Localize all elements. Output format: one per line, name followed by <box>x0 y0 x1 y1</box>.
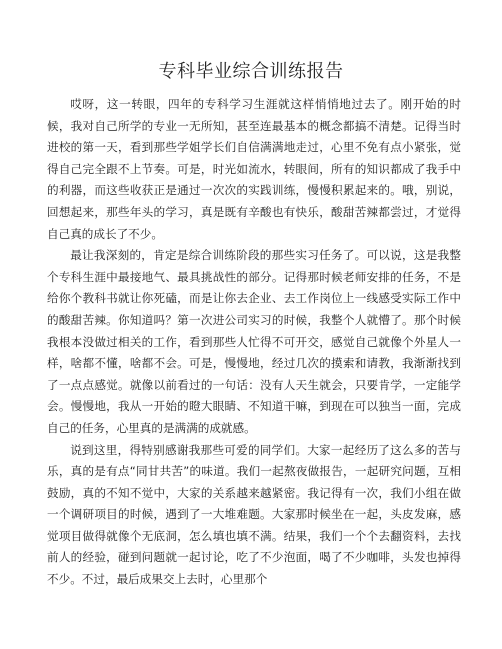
document-title: 专科毕业综合训练报告 <box>158 61 344 82</box>
paragraph-3: 说到这里，得特别感谢我那些可爱的同学们。大家一起经历了这么多的苦与乐，真的是有点“同甘共苦”的味道。我们一起熬夜做报告，一起研究问题，互相鼓励，真的不知不觉中，大家的关系越来越紧密。我记得有一次，我们小组在做一个调研项目的时候，遇到了一大堆难题。大家那时候坐在一起，头皮发麻，感觉项目做得就像个无底洞，怎么填也填不满。结果，我们一个个去翻资料，去找前人的经验，碰到问题就一起讨论，吃了不少泡面，喝了不少咖啡，头发也掉得不少。不过，最后成果交上去时，心里那个 <box>47 442 461 587</box>
document-body <box>47 94 461 591</box>
paragraph-1: 哎呀，这一转眼，四年的专科学习生涯就这样悄悄地过去了。刚开始的时候，我对自己所学的专业一无所知，甚至连最基本的概念都搞不清楚。记得当时进校的第一天，看到那些学姐学长们自信满满地走过，心里不免有点小紧张，觉得自己完全跟不上节奏。可是，时光如流水，转眼间，所有的知识都成了我手中的利器，而这些收获正是通过一次次的实践训练，慢慢积累起来的。哦，别说，回想起来，那些年头的学习，真是既有辛酸也有快乐，酸甜苦辣都尝过，才觉得自己真的成长了不少。 <box>47 97 461 241</box>
paragraph-2: 最让我深刻的，肯定是综合训练阶段的那些实习任务了。可以说，这是我整个专科生涯中最接地气、最具挑战性的部分。记得那时候老师安排的任务，不是给你个教科书就让你死磕，而是让你去企业、去工作岗位上一线感受实际工作中的酸甜苦辣。你知道吗？第一次进公司实习的时候，我整个人就懵了。那个时候我根本没做过相关的工作，看到那些人忙得不可开交，感觉自己就像个外星人一样，啥都不懂，啥都不会。可是，慢慢地，经过几次的摸索和请教，我渐渐找到了一点点感觉。就像以前看过的一句话：没有人天生就会，只要肯学，一定能学会。慢慢地，我从一开始的瞪大眼睛、不知道干嘛，到现在可以独当一面，完成自己的任务，心里真的是满满的成就感。 <box>47 248 461 435</box>
